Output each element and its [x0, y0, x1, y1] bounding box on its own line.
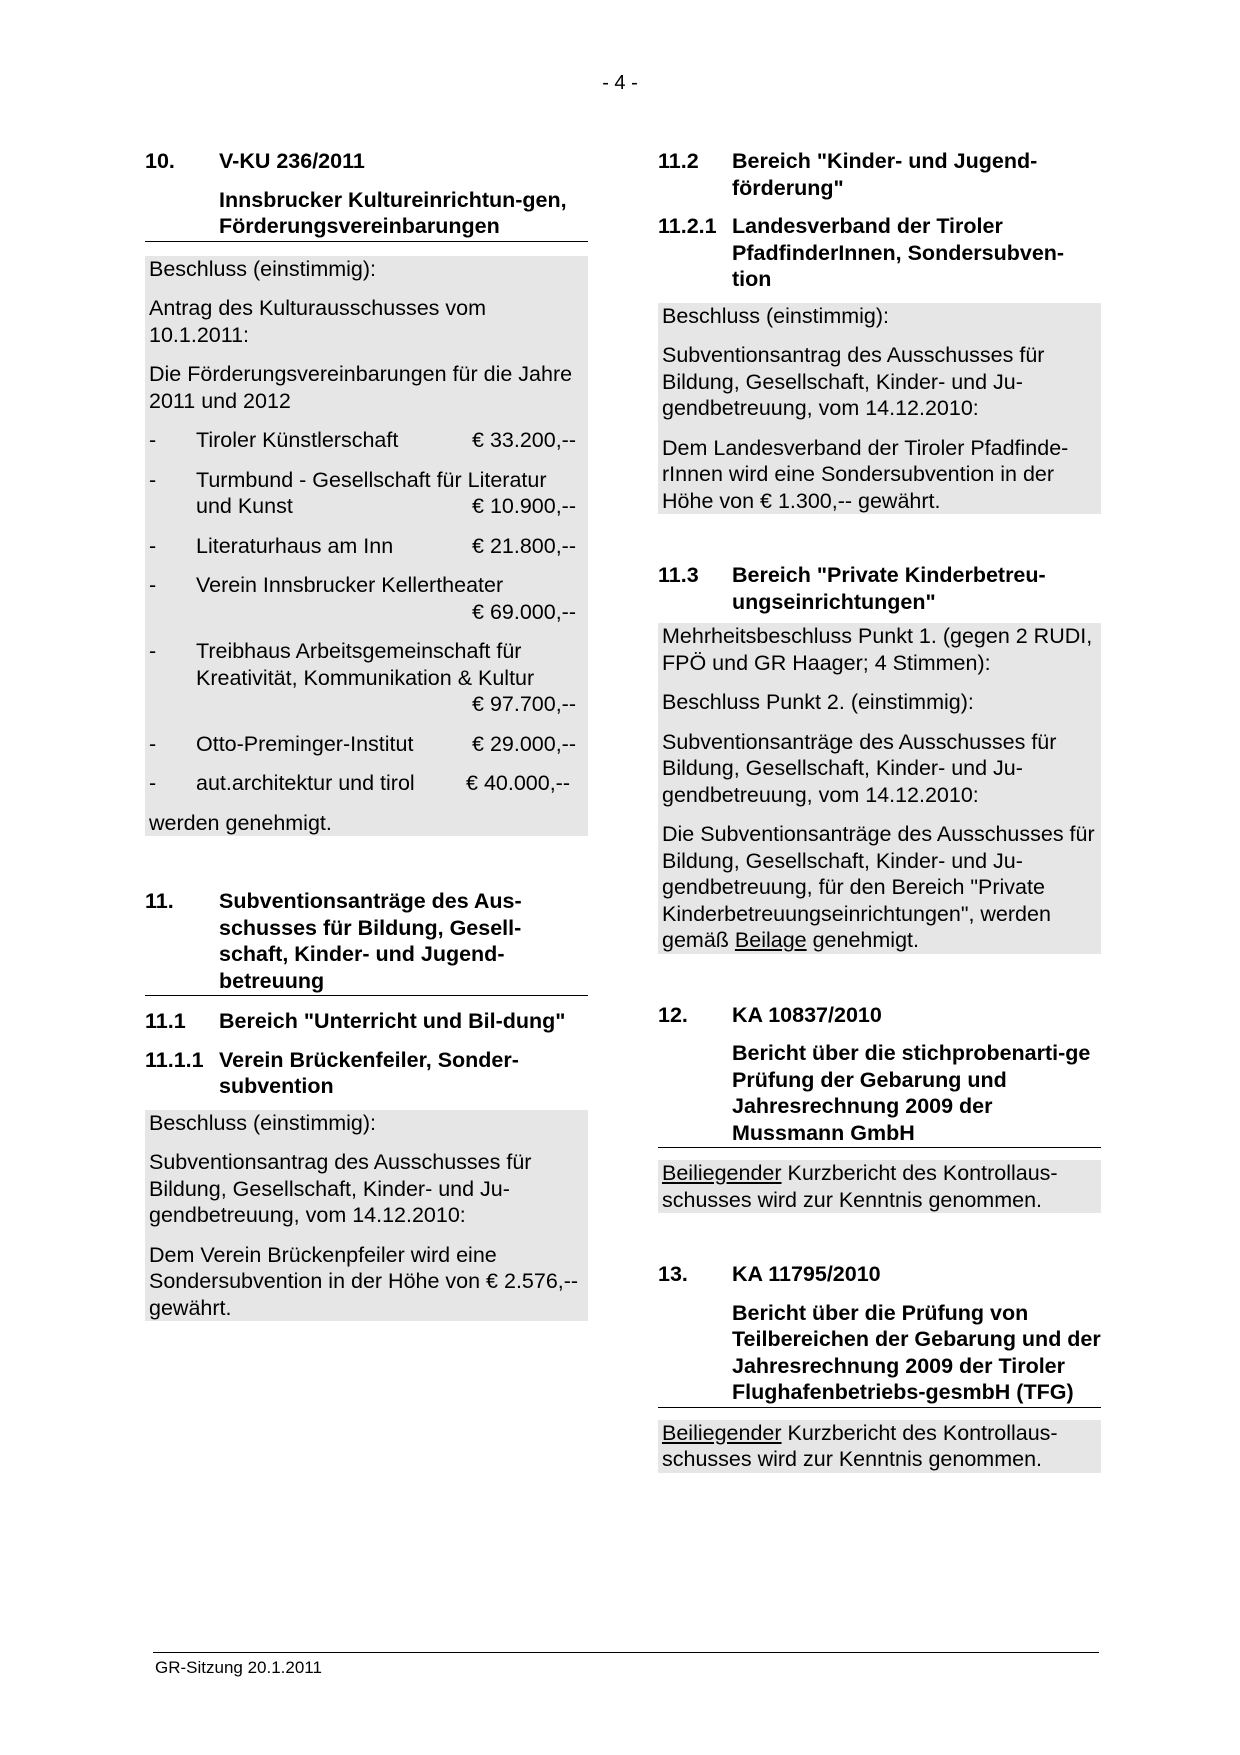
item-amount: € 40.000,--	[466, 771, 570, 795]
item-amount: € 69.000,--	[472, 599, 576, 624]
section-11-3-heading	[658, 562, 1101, 615]
item-amount: € 33.200,--	[472, 428, 576, 452]
section-12-title: Bericht über die stichprobenarti-ge Prüfung der Gebarung und Jahresrechnung 2009 der Mussmann GmbH	[658, 1040, 1101, 1148]
section-title: Bereich "Private Kinderbetreu-ungseinrichtungen"	[732, 563, 1046, 614]
section-number: 11.2.1	[658, 214, 717, 238]
section-code: KA 10837/2010	[732, 1002, 882, 1027]
section-13-decision-box	[658, 1420, 1101, 1473]
section-number: 11.3	[658, 563, 699, 587]
beiliegender-link[interactable]: Beiliegender	[662, 1420, 782, 1445]
section-11-2-1-heading	[658, 213, 1101, 293]
list-item: - Verein Innsbrucker Kellertheater € 69.000,--	[149, 572, 584, 625]
list-item: - aut.architektur und tirol € 40.000,--	[149, 771, 570, 795]
motion-text: Antrag des Kulturausschusses vom 10.1.2011:	[149, 296, 486, 347]
section-number: 11.1.1	[145, 1047, 204, 1072]
motion-text: Subventionsantrag des Ausschusses für Bildung, Gesellschaft, Kinder- und Ju-gendbetreuung, vom 14.12.2010:	[662, 343, 1045, 420]
footer-divider	[153, 1652, 1099, 1653]
beiliegender-link[interactable]: Beiliegender	[662, 1161, 782, 1185]
list-item: - Literaturhaus am Inn € 21.800,--	[149, 533, 576, 558]
item-amount: € 97.700,--	[472, 692, 576, 716]
section-11-2-heading	[658, 148, 1101, 201]
page-number: - 4 -	[602, 72, 638, 94]
section-10-title: Innsbrucker Kultureinrichtun-gen, Förderungsvereinbarungen	[145, 187, 588, 242]
section-code: V-KU 236/2011	[219, 149, 365, 173]
section-10-heading	[145, 148, 588, 175]
section-13-title: Bericht über die Prüfung von Teilbereichen der Gebarung und der Jahresrechnung 2009 der Tiroler Flughafenbetriebs-gesmbH (TFG)	[658, 1300, 1101, 1408]
item-amount: € 29.000,--	[472, 731, 576, 756]
list-item: - Turmbund - Gesellschaft für Literatur und Kunst € 10.900,--	[149, 467, 584, 520]
right-column	[658, 148, 1101, 1473]
section-11-2-1-decision-box	[658, 303, 1101, 515]
item-amount: € 21.800,--	[472, 533, 576, 558]
section-title: Bereich "Unterricht und Bil-dung"	[219, 1009, 566, 1033]
decision-label: Beschluss (einstimmig):	[149, 256, 376, 281]
section-number: 10.	[145, 149, 175, 173]
decision-label: Beschluss (einstimmig):	[149, 1110, 376, 1135]
section-number: 11.2	[658, 149, 699, 173]
section-number: 11.	[145, 889, 174, 913]
decision-text: Dem Verein Brückenpfeiler wird eine Sondersubvention in der Höhe von € 2.576,-- gewährt.	[149, 1242, 579, 1320]
list-item: - Tiroler Künstlerschaft € 33.200,--	[149, 428, 576, 452]
item-name: aut.architektur und tirol	[196, 771, 415, 795]
section-10-decision-box	[145, 256, 588, 837]
decision-label: Beschluss (einstimmig):	[662, 303, 889, 328]
decision-text: Beiliegender Kurzbericht des Kontrollaus-schusses wird zur Kenntnis genommen.	[662, 1420, 1058, 1471]
beilage-link[interactable]: Beilage	[734, 928, 807, 952]
section-11-3-decision-box	[658, 623, 1101, 954]
section-number: 13.	[658, 1262, 688, 1286]
decision-text: Dem Landesverband der Tiroler Pfadfinde-rInnen wird eine Sondersubvention in der Höhe von € 1.300,-- gewährt.	[662, 435, 1069, 513]
decision-text: Beiliegender Kurzbericht des Kontrollaus-schusses wird zur Kenntnis genommen.	[662, 1161, 1058, 1212]
section-title: Subventionsanträge des Aus-schusses für Bildung, Gesell-schaft, Kinder- und Jugend-betreuung	[219, 889, 522, 993]
motion-text: Subventionsantrag des Ausschusses für Bildung, Gesellschaft, Kinder- und Ju-gendbetreuung, vom 14.12.2010:	[149, 1150, 532, 1227]
section-11-heading	[145, 888, 588, 996]
item-name: Treibhaus Arbeitsgemeinschaft für Kreativität, Kommunikation & Kultur	[196, 639, 535, 690]
item-name: Literaturhaus am Inn	[196, 533, 394, 558]
section-title: Bereich "Kinder- und Jugend-förderung"	[732, 149, 1038, 200]
section-12-heading	[658, 1002, 1101, 1029]
section-12-decision-box	[658, 1160, 1101, 1213]
section-13-heading	[658, 1261, 1101, 1288]
decision-text: Die Subventionsanträge des Ausschusses für Bildung, Gesellschaft, Kinder- und Ju-gendbetreuung, für den Bereich "Private Kinderbetreuungseinrichtungen", werden gemäß Beilage genehmigt.	[662, 822, 1095, 952]
section-11-1-heading	[145, 1008, 588, 1035]
motion-text: Subventionsanträge des Ausschusses für Bildung, Gesellschaft, Kinder- und Ju-gendbetreuung, vom 14.12.2010:	[662, 729, 1057, 807]
section-title: Verein Brückenfeiler, Sonder-subvention	[219, 1047, 519, 1098]
item-amount: € 10.900,--	[472, 494, 576, 518]
section-number: 11.1	[145, 1009, 186, 1033]
section-code: KA 11795/2010	[732, 1262, 881, 1286]
footer-text: GR-Sitzung 20.1.2011	[155, 1658, 322, 1677]
section-11-1-1-heading	[145, 1047, 588, 1100]
intro-text: Die Förderungsvereinbarungen für die Jahre 2011 und 2012	[149, 362, 573, 413]
item-name: Tiroler Künstlerschaft	[196, 428, 399, 452]
section-title: Landesverband der Tiroler PfadfinderInnen, Sondersubven-tion	[732, 214, 1065, 291]
closing-text: werden genehmigt.	[149, 810, 332, 835]
item-name: Otto-Preminger-Institut	[196, 731, 414, 756]
item-name: Verein Innsbrucker Kellertheater	[196, 573, 504, 597]
item-name: Turmbund - Gesellschaft für Literatur und Kunst	[196, 467, 547, 518]
list-item: - Treibhaus Arbeitsgemeinschaft für Kreativität, Kommunikation & Kultur € 97.700,--	[149, 638, 584, 718]
decision-label: Mehrheitsbeschluss Punkt 1. (gegen 2 RUDI, FPÖ und GR Haager; 4 Stimmen):	[662, 624, 1093, 675]
section-11-1-1-decision-box	[145, 1110, 588, 1322]
decision-label: Beschluss Punkt 2. (einstimmig):	[662, 690, 974, 714]
list-item: - Otto-Preminger-Institut € 29.000,--	[149, 731, 576, 756]
section-number: 12.	[658, 1002, 688, 1027]
left-column	[145, 148, 588, 1321]
